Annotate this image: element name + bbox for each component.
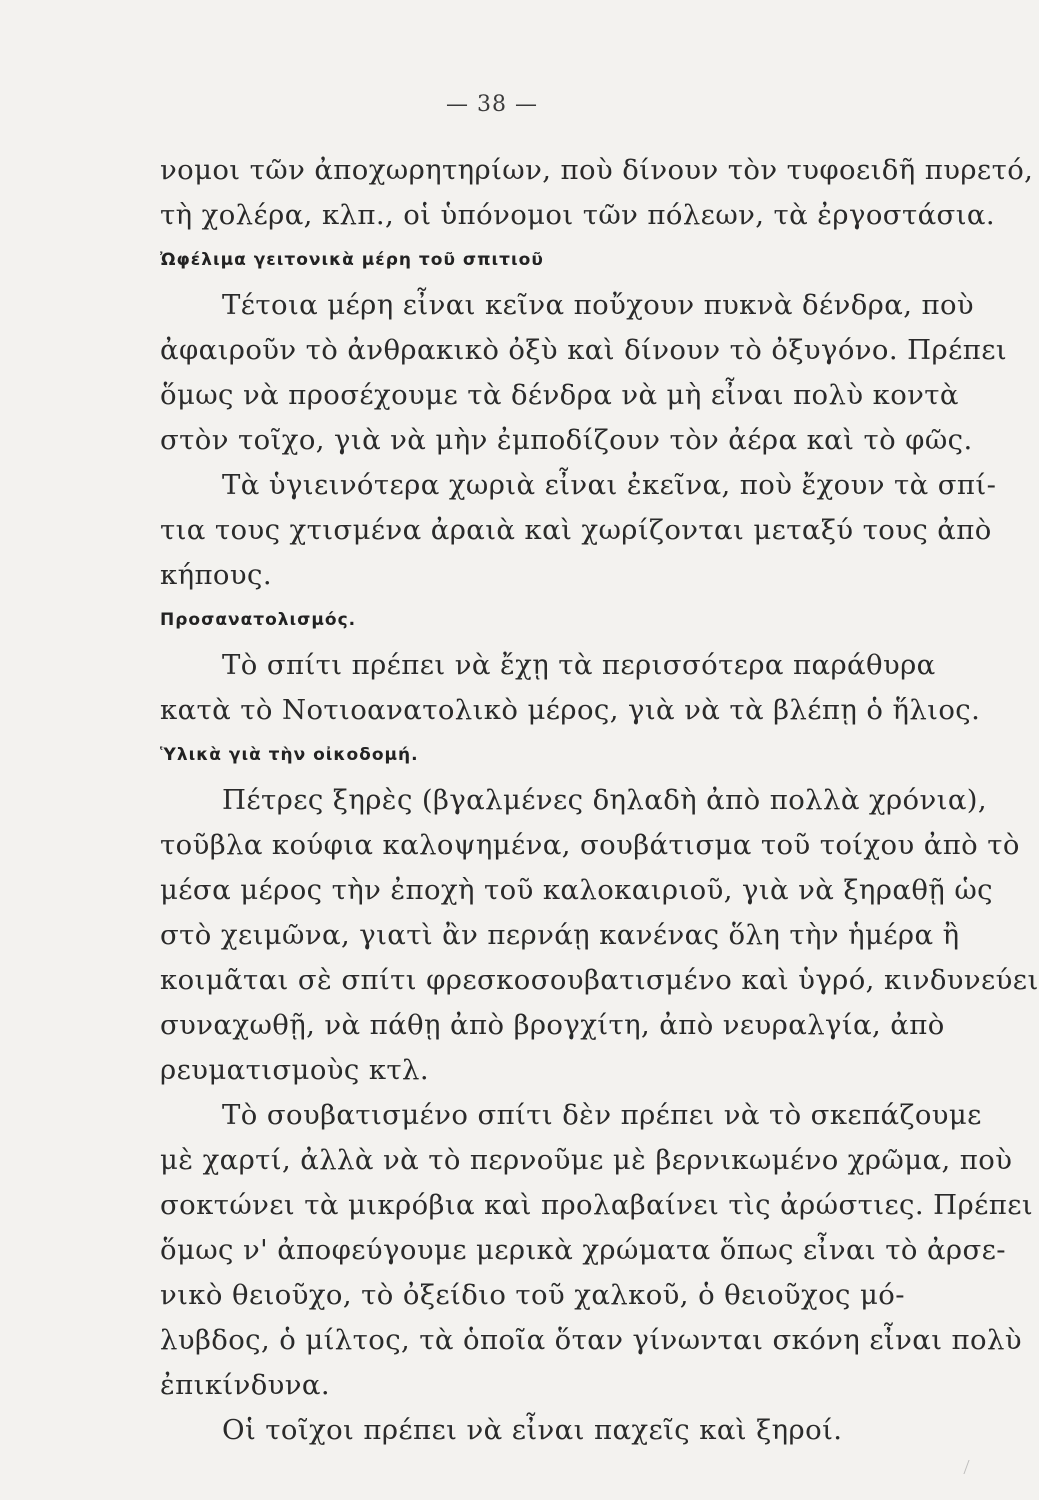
text-line: μέσα μέρος τὴν ἐποχὴ τοῦ καλοκαιριοῦ, γιὰ νὰ ξηραθῇ ὡς xyxy=(160,874,993,906)
text-line: ἀφαιροῦν τὸ ἀνθρακικὸ ὀξὺ καὶ δίνουν τὸ ὀξυγόνο. Πρέπει xyxy=(160,334,1008,366)
text-line: συναχωθῇ, νὰ πάθῃ ἀπὸ βρογχίτη, ἀπὸ νευραλγία, ἀπὸ xyxy=(160,1009,945,1041)
text-line: ὅμως ν' ἀποφεύγουμε μερικὰ χρώματα ὅπως εἶναι τὸ ἀρσε- xyxy=(160,1234,1006,1266)
text-line: μὲ χαρτί, ἀλλὰ νὰ τὸ περνοῦμε μὲ βερνικωμένο χρῶμα, ποὺ xyxy=(160,1144,1013,1176)
text-line: ἐπικίνδυνα. xyxy=(160,1369,331,1401)
text-line: σοκτώνει τὰ μικρόβια καὶ προλαβαίνει τὶς ἀρώστιες. Πρέπει xyxy=(160,1189,1034,1221)
page-number: — 38 — xyxy=(446,92,538,117)
text-line: τὴ χολέρα, κλπ., οἱ ὑπόνομοι τῶν πόλεων, τὰ ἐργοστάσια. xyxy=(160,199,996,231)
page-text xyxy=(160,148,1039,1453)
text-line: Οἱ τοῖχοι πρέπει νὰ εἶναι παχεῖς καὶ ξηροί. xyxy=(222,1414,843,1446)
text-line: νικὸ θειοῦχο, τὸ ὀξείδιο τοῦ χαλκοῦ, ὁ θειοῦχος μό- xyxy=(160,1279,905,1311)
paper-mark xyxy=(953,1460,969,1474)
section-heading: Ὑλικὰ γιὰ τὴν οἰκοδομή. xyxy=(160,745,419,765)
text-line: Τὸ σουβατισμένο σπίτι δὲν πρέπει νὰ τὸ σκεπάζουμε xyxy=(222,1099,982,1131)
text-line: νομοι τῶν ἀποχωρητηρίων, ποὺ δίνουν τὸν τυφοειδῆ πυρετό, xyxy=(160,154,1034,186)
text-line: Τὸ σπίτι πρέπει νὰ ἔχῃ τὰ περισσότερα παράθυρα xyxy=(222,649,936,681)
section-heading: Προσανατολισμός. xyxy=(160,610,357,630)
text-line: κήπους. xyxy=(160,559,272,591)
text-line: τια τους χτισμένα ἀραιὰ καὶ χωρίζονται μεταξύ τους ἀπὸ xyxy=(160,514,992,546)
text-line: λυβδος, ὁ μίλτος, τὰ ὁποῖα ὅταν γίνωνται σκόνη εἶναι πολὺ xyxy=(160,1324,1022,1356)
text-line: Πέτρες ξηρὲς (βγαλμένες δηλαδὴ ἀπὸ πολλὰ χρόνια), xyxy=(222,784,988,816)
text-line: Τέτοια μέρη εἶναι κεῖνα ποὔχουν πυκνὰ δένδρα, ποὺ xyxy=(222,289,975,321)
text-line: κατὰ τὸ Νοτιοανατολικὸ μέρος, γιὰ νὰ τὰ βλέπῃ ὁ ἥλιος. xyxy=(160,694,981,726)
text-line: στὸ χειμῶνα, γιατὶ ἂν περνάῃ κανένας ὅλη τὴν ἡμέρα ἢ xyxy=(160,919,960,951)
text-line: κοιμᾶται σὲ σπίτι φρεσκοσουβατισμένο καὶ ὑγρό, κινδυνεύει xyxy=(160,964,1039,996)
text-line: στὸν τοῖχο, γιὰ νὰ μὴν ἐμποδίζουν τὸν ἀέρα καὶ τὸ φῶς. xyxy=(160,424,973,456)
text-line: τοῦβλα κούφια καλοψημένα, σουβάτισμα τοῦ τοίχου ἀπὸ τὸ xyxy=(160,829,1020,861)
section-heading: Ὠφέλιμα γειτονικὰ μέρη τοῦ σπιτιοῦ xyxy=(160,250,544,270)
text-line: ὅμως νὰ προσέχουμε τὰ δένδρα νὰ μὴ εἶναι πολὺ κοντὰ xyxy=(160,379,959,411)
text-line: ρευματισμοὺς κτλ. xyxy=(160,1054,430,1086)
text-line: Τὰ ὑγιεινότερα χωριὰ εἶναι ἐκεῖνα, ποὺ ἔχουν τὰ σπί- xyxy=(222,469,997,501)
